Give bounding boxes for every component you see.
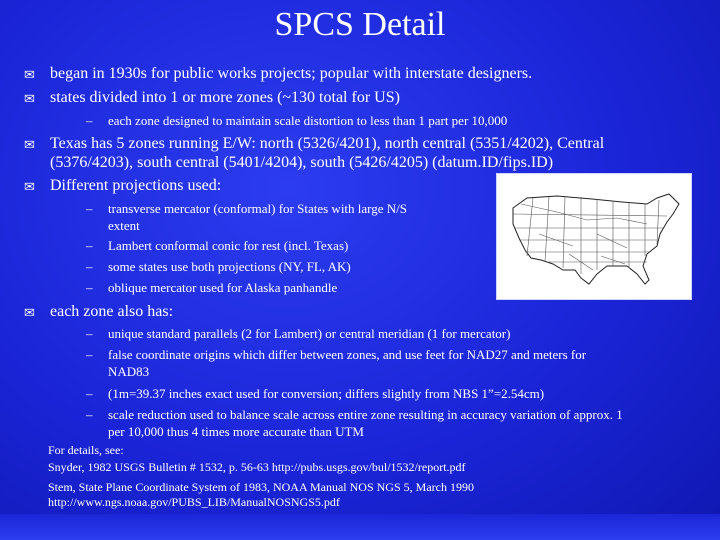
sub-item-text: (1m=39.37 inches exact used for conversion; differs slightly from NBS 1”=2.54cm) (108, 386, 545, 401)
sub-item (86, 237, 349, 254)
sub-item (86, 279, 338, 296)
bullet-text: states divided into 1 or more zones (~130 total for US) (50, 89, 400, 106)
dash-icon: – (86, 238, 93, 253)
sub-item-text: unique standard parallels (2 for Lambert) or central meridian (1 for mercator) (108, 326, 511, 341)
sub-item (86, 385, 688, 402)
dash-icon: – (86, 326, 93, 341)
sub-item-text: false coordinate origins which differ between zones, and use feet for NAD27 and meters for NAD83 (108, 347, 587, 379)
bullet-text: Texas has 5 zones running E/W: north (5326/4201), north central (5351/4202), Central (5376/4203), south central (5401/4204), south (5426/4205) (datum.ID/fips.ID) (50, 135, 605, 171)
bullet-text: began in 1930s for public works projects; popular with interstate designers. (50, 65, 533, 82)
dash-icon: – (86, 347, 93, 362)
sub-item (86, 325, 688, 342)
footer-reference: http://www.ngs.noaa.gov/PUBS_LIB/ManualNOSNGS5.pdf (48, 495, 340, 509)
bullet-icon: ✉ (24, 67, 35, 82)
bullet-each-zone (24, 302, 670, 321)
sub-item-text: oblique mercator used for Alaska panhandle (108, 280, 338, 295)
bullet-icon: ✉ (24, 179, 35, 194)
dash-icon: – (86, 201, 93, 216)
bullet-icon: ✉ (24, 91, 35, 106)
bullet-text: Different projections used: (50, 177, 222, 194)
bullet-zones (24, 88, 670, 107)
bullet-1930s (24, 64, 670, 83)
dash-icon: – (86, 280, 93, 295)
sub-item-text: transverse mercator (conformal) for States with large N/S extent (108, 201, 408, 233)
sub-item-text: scale reduction used to balance scale across entire zone resulting in accuracy variation of approx. 1 per 10,000 thus 4 times more accurate than UTM (108, 407, 623, 439)
bullet-text: each zone also has: (50, 303, 174, 320)
sub-item (86, 346, 628, 380)
bullet-texas (24, 134, 670, 172)
footer-reference: Stem, State Plane Coordinate System of 1983, NOAA Manual NOS NGS 5, March 1990 (48, 480, 474, 494)
bullet-icon: ✉ (24, 305, 35, 320)
map-graphic (497, 174, 691, 299)
footer-reference: Snyder, 1982 USGS Bulletin # 1532, p. 56-63 http://pubs.usgs.gov/bul/1532/report.pdf (48, 460, 466, 474)
sub-item-text: some states use both projections (NY, FL, AK) (108, 259, 351, 274)
bullet-icon: ✉ (24, 137, 35, 152)
footer-heading: For details, see: (48, 443, 124, 457)
dash-icon: – (86, 386, 93, 401)
us-state-plane-zones-map (496, 173, 692, 300)
sub-item-text: each zone designed to maintain scale distortion to less than 1 part per 10,000 (108, 113, 508, 128)
dash-icon: – (86, 113, 93, 128)
sub-item (86, 112, 508, 129)
sub-item (86, 258, 351, 275)
dash-icon: – (86, 407, 93, 422)
slide-title: SPCS Detail (274, 6, 446, 43)
sub-item (86, 200, 428, 234)
sub-item (86, 406, 628, 440)
sub-item-text: Lambert conformal conic for rest (incl. Texas) (108, 238, 349, 253)
dash-icon: – (86, 259, 93, 274)
bottom-band (0, 514, 720, 540)
